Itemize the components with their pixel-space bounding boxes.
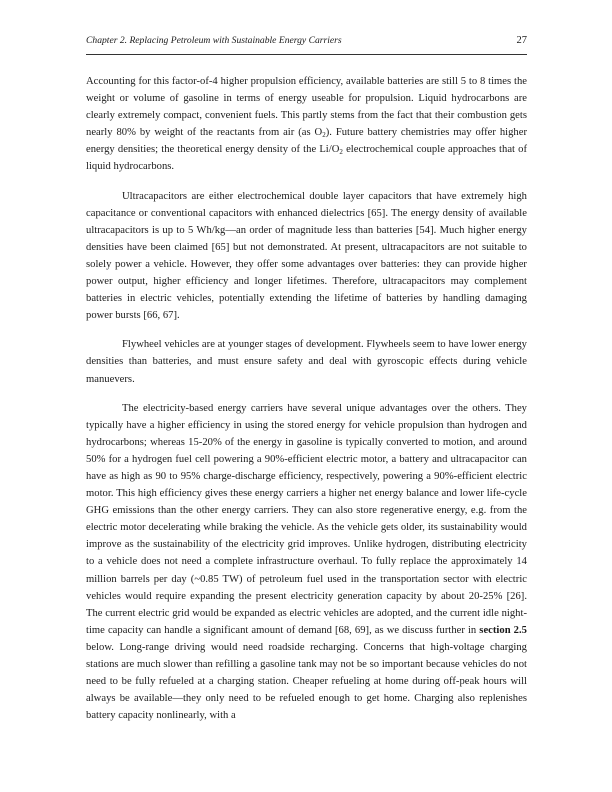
paragraph-ultracapacitors: Ultracapacitors are either electrochemical double layer capacitors that have extremely high capacitance or conventional capacitors with enhanced dielectrics [65]. The energy density of available ultracapacitors is up to 5 Wh/kg—an order of magnitude less than batteries [54]. Much higher energy densities have been claimed [65] but not demonstrated. At present, ultracapacitors are not suitable to solely power a vehicle. However, they offer some advantages over batteries: they can provide higher power output, higher efficiency and longer lifetimes. Therefore, ultracapacitors may complement batteries in electric vehicles, potentially extending the lifetime of batteries by handling damaging power bursts [66, 67]. bbox=[86, 190, 527, 322]
subscript: 2 bbox=[322, 131, 326, 140]
body-text bbox=[86, 73, 527, 724]
subscript: 2 bbox=[339, 148, 343, 157]
running-header bbox=[86, 34, 527, 48]
paragraph-electricity-carriers bbox=[86, 400, 527, 725]
paragraph-text: below. Long-range driving would need roadside recharging. Concerns that high-voltage charging stations are much slower than refilling a gasoline tank may not be so important because vehicles do not need to be fully refueled at a charging station. Cheaper refueling at home during off-peak hours will always be available—they only need to be refueled enough to get home. Charging also replenishes battery capacity nonlinearly, with a bbox=[86, 641, 527, 722]
paragraph-batteries bbox=[86, 73, 527, 176]
paragraph-text: Accounting for this factor-of-4 higher propulsion efficiency, available batteries are still 5 to 8 times the weight or volume of gasoline in terms of energy useable for propulsion. Liquid hydrocarbons are clearly extremely compact, convenient fuels. This partly stems from the fact that their combustion gets nearly 80% by weight of the reactants from air (as O bbox=[86, 76, 527, 139]
paragraph-text: The electricity-based energy carriers have several unique advantages over the others. They typically have a higher efficiency in using the stored energy for vehicle propulsion than hydrogen and hydrocarbons; whereas 15-20% of the energy in gasoline is typically converted to motion, and around 50% for a hydrogen fuel cell powering a 90%-efficient electric motor, a battery and ultracapacitor can have as high as 90 to 95% charge-discharge efficiency, respectively, powering a 90%-efficient electric motor. This high efficiency gives these energy carriers a higher net energy balance and lower life-cycle GHG emissions than the other energy carriers. They can also store regenerative energy, e.g. from the electric motor decelerating while braking the vehicle. As the vehicle gets older, its sustainability would improve as the sustainability of the electricity grid improves. Unlike hydrogen, distributing electricity to a vehicle does not need a complete infrastructure overhaul. To fully replace the approximately 14 million barrels per day (~0.85 TW) of petroleum fuel used in the transportation sector with electric vehicles would require expanding the present electricity generation capacity by about 20-25% [26]. The current electric grid would be expanded as electric vehicles are adopted, and the current idle night-time capacity can handle a significant amount of demand [68, 69], as we discuss further in bbox=[86, 402, 527, 636]
paragraph-flywheels: Flywheel vehicles are at younger stages of development. Flywheels seem to have lower energy densities than batteries, and must ensure safety and deal with gyroscopic effects during vehicle manuevers. bbox=[86, 339, 527, 385]
paragraph-text: ). Future battery chemistries may offer higher energy densities; the theoretical energy density of the Li/O bbox=[86, 127, 528, 156]
paragraph-text: electrochemical couple approaches that of liquid hydrocarbons. bbox=[86, 144, 528, 173]
page-number: 27 bbox=[516, 35, 527, 46]
chapter-title: Chapter 2. Replacing Petroleum with Sustainable Energy Carriers bbox=[86, 35, 342, 46]
header-rule bbox=[86, 54, 527, 55]
section-reference: section 2.5 bbox=[479, 624, 527, 636]
